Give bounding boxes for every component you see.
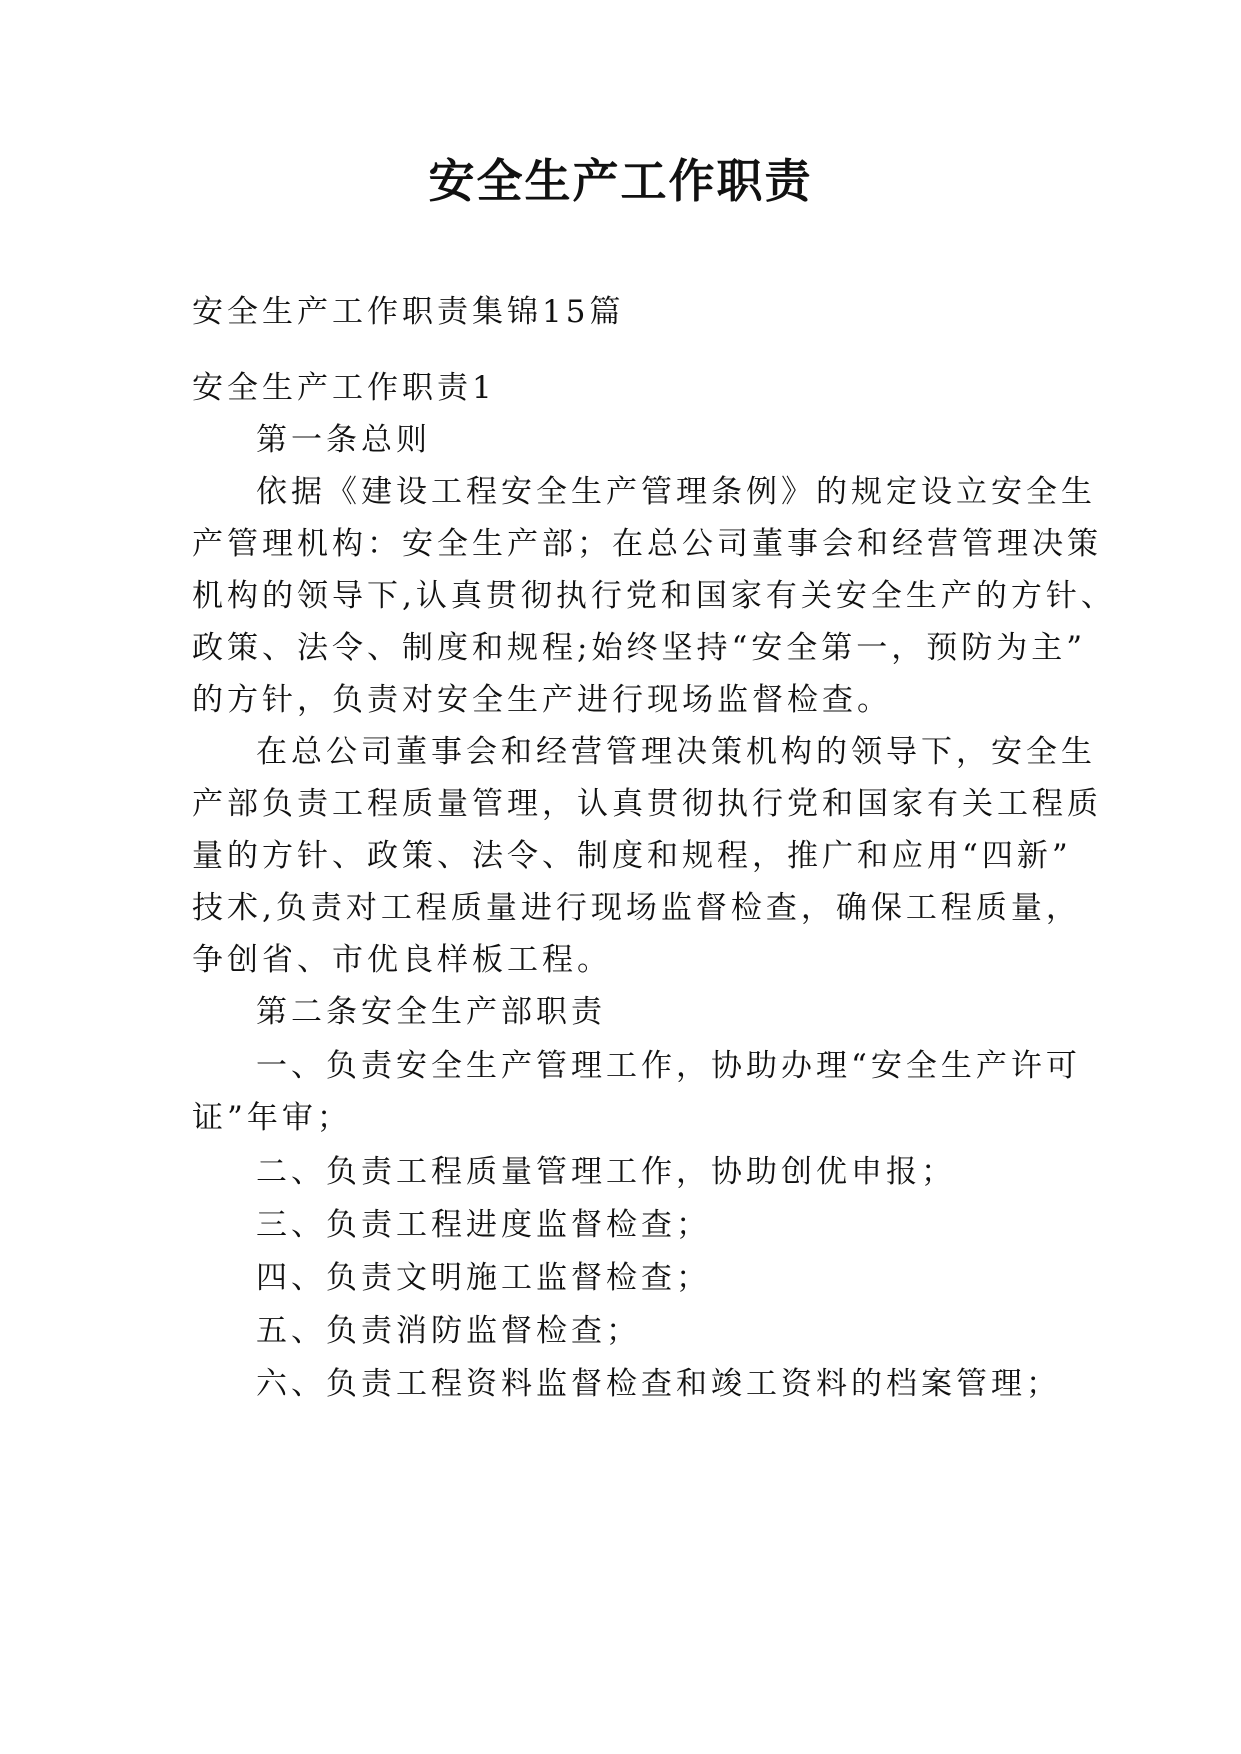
para1-line-5: 的方针，负责对安全生产进行现场监督检查。 [192,682,892,718]
document-title: 安全生产工作职责 [428,154,813,208]
para1-line-2: 产管理机构：安全生产部；在总公司董事会和经营管理决策 [192,526,1102,562]
para2-line-5: 争创省、市优良样板工程。 [192,942,612,978]
para2-line-3: 量的方针、政策、法令、制度和规程，推广和应用“四新” [192,838,1072,874]
duty4: 四、负责文明施工监督检查； [256,1260,711,1296]
para2-line-1: 在总公司董事会和经营管理决策机构的领导下，安全生 [256,734,1096,770]
para1-line-4: 政策、法令、制度和规程;始终坚持“安全第一，预防为主” [192,630,1087,666]
document-subtitle: 安全生产工作职责集锦15篇 [192,294,625,330]
para1-line-1: 依据《建设工程安全生产管理条例》的规定设立安全生 [256,474,1096,510]
duty1-line-1: 一、负责安全生产管理工作，协助办理“安全生产许可 [256,1048,1081,1084]
para2-line-4: 技术,负责对工程质量进行现场监督检查，确保工程质量， [192,890,1081,926]
duty1-line-2: 证”年审； [192,1100,352,1136]
para1-line-3: 机构的领导下,认真贯彻执行党和国家有关安全生产的方针、 [192,578,1116,614]
duty3: 三、负责工程进度监督检查； [256,1207,711,1243]
para2-line-2: 产部负责工程质量管理，认真贯彻执行党和国家有关工程质 [192,786,1102,822]
article2-heading: 第二条安全生产部职责 [256,994,606,1030]
duty6: 六、负责工程资料监督检查和竣工资料的档案管理； [256,1366,1061,1402]
section-heading: 安全生产工作职责1 [192,370,496,406]
article1-heading: 第一条总则 [256,422,431,458]
duty2: 二、负责工程质量管理工作，协助创优申报； [256,1154,956,1190]
duty5: 五、负责消防监督检查； [256,1313,641,1349]
